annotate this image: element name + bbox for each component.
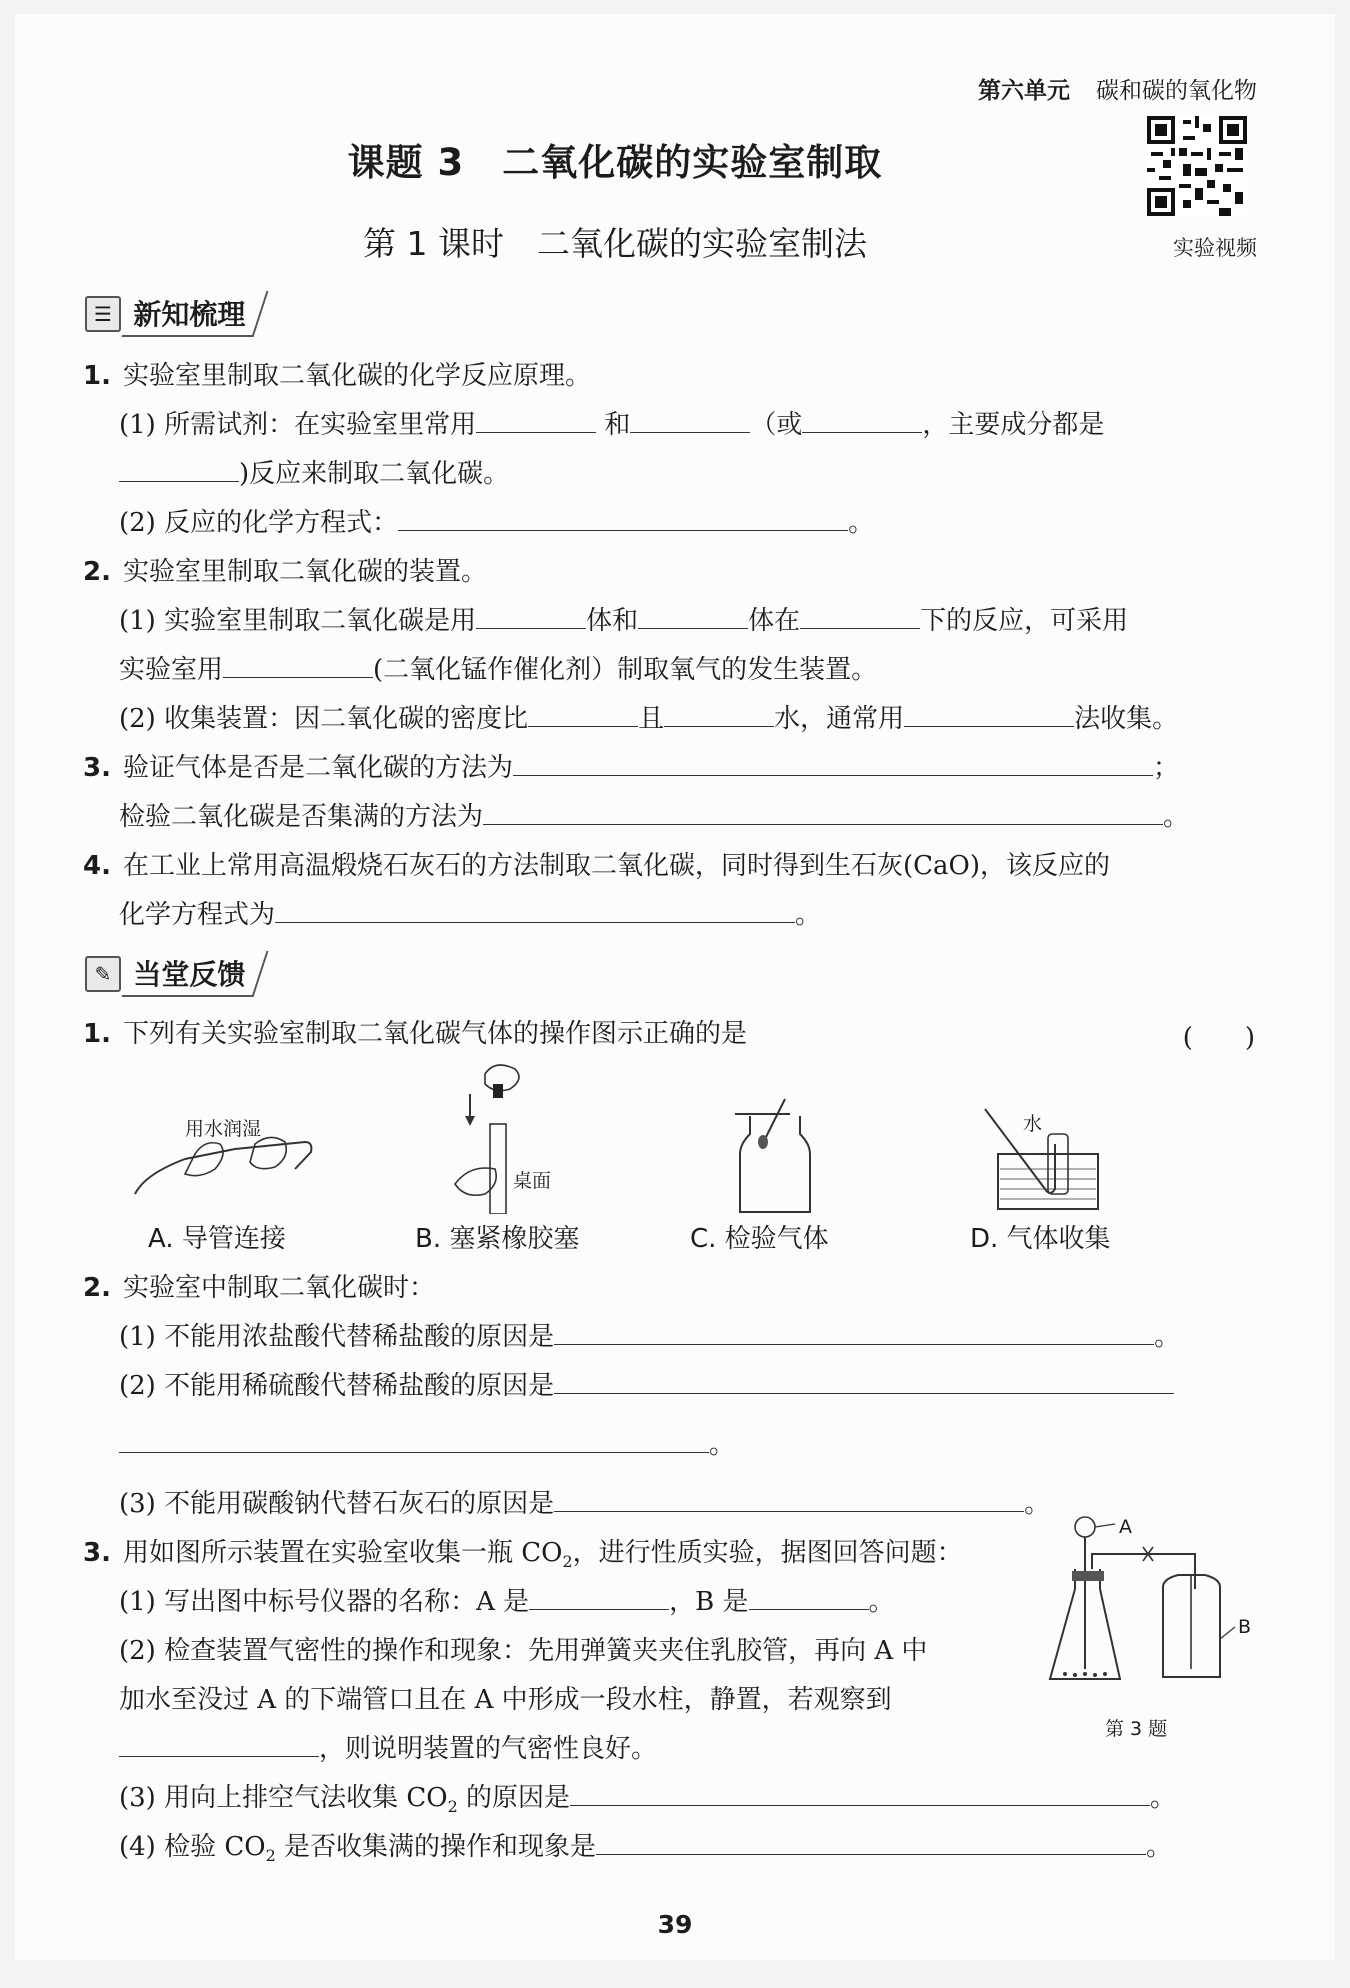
s2-q2: 2. 实验室中制取二氧化碳时： — [83, 1273, 435, 1303]
s1-q2: 2. 实验室里制取二氧化碳的装置。 — [83, 557, 487, 587]
option-b[interactable]: B. 塞紧橡胶塞 — [415, 1224, 580, 1254]
fig3-label-a: A — [1119, 1516, 1132, 1538]
figure-d-water-collection — [980, 1104, 1120, 1214]
answer-blank[interactable] — [119, 457, 239, 482]
s1-q2-1: (1) 实验室里制取二氧化碳是用 体和 体在 下的反应，可采用 — [119, 606, 1129, 636]
s2-q3-2-cont: 加水至没过 A 的下端管口且在 A 中形成一段水柱，静置，若观察到 — [119, 1685, 892, 1715]
s2-q2-2-cont: 。 — [119, 1428, 735, 1462]
qr-code[interactable] — [1147, 116, 1247, 216]
choice-parentheses[interactable]: ( ) — [1182, 1023, 1255, 1053]
answer-blank[interactable] — [476, 408, 596, 433]
option-c[interactable]: C. 检验气体 — [690, 1224, 829, 1254]
section-new-knowledge — [85, 294, 261, 334]
answer-blank[interactable] — [596, 1830, 1146, 1855]
s2-q3-3: (3) 用向上排空气法收集 $CO_2$ 的原因是 。 — [119, 1783, 1177, 1817]
answer-blank[interactable] — [483, 800, 1163, 825]
figure-q3-apparatus — [1045, 1509, 1255, 1709]
answer-blank[interactable] — [529, 1585, 669, 1610]
s1-q2-2: (2) 收集装置：因二氧化碳的密度比 且 水，通常用 法收集。 — [119, 704, 1179, 734]
lesson-subtitle: 第 1 课时 二氧化碳的实验室制法 — [363, 224, 867, 263]
s2-q2-3: (3) 不能用碳酸钠代替石灰石的原因是 。 — [119, 1489, 1051, 1519]
answer-blank[interactable] — [554, 1487, 1024, 1512]
fig-label-water: 用水润湿 — [185, 1118, 262, 1140]
s2-q3: 3. 用如图所示装置在实验室收集一瓶 $CO_2$，进行性质实验，据图回答问题： — [83, 1538, 963, 1572]
s1-q2-1-cont: 实验室用 (二氧化锰作催化剂）制取氧气的发生装置。 — [119, 655, 878, 685]
answer-blank[interactable] — [119, 1732, 319, 1757]
s2-q3-2-cont2: ，则说明装置的气密性良好。 — [119, 1732, 657, 1766]
option-d[interactable]: D. 气体收集 — [970, 1224, 1111, 1254]
answer-blank[interactable] — [749, 1585, 869, 1610]
answer-blank[interactable] — [664, 702, 774, 727]
answer-blank[interactable] — [513, 751, 1153, 776]
answer-blank[interactable] — [554, 1369, 1174, 1394]
fig-label-water-d: 水 — [1023, 1113, 1043, 1135]
fig3-caption: 第 3 题 — [1105, 1718, 1168, 1740]
s2-q1: 1. 下列有关实验室制取二氧化碳气体的操作图示正确的是 — [83, 1019, 747, 1049]
answer-blank[interactable] — [630, 408, 750, 433]
answer-blank[interactable] — [119, 1428, 709, 1453]
s1-q1-2: (2) 反应的化学方程式： 。 — [119, 508, 875, 538]
s1-q3-b: 检验二氧化碳是否集满的方法为 。 — [119, 802, 1190, 832]
answer-blank[interactable] — [570, 1781, 1150, 1806]
answer-blank[interactable] — [223, 653, 373, 678]
answer-blank[interactable] — [554, 1320, 1154, 1345]
section-tag-label: 新知梳理 — [133, 298, 246, 331]
answer-blank[interactable] — [800, 604, 920, 629]
workbook-page — [15, 14, 1335, 1960]
answer-blank[interactable] — [904, 702, 1074, 727]
s2-q2-1: (1) 不能用浓盐酸代替稀盐酸的原因是 。 — [119, 1322, 1181, 1352]
s1-q1-1-cont: )反应来制取二氧化碳。 — [119, 457, 509, 491]
qr-label: 实验视频 — [1173, 236, 1257, 260]
fig3-label-b: B — [1238, 1616, 1252, 1638]
s2-q2-2: (2) 不能用稀硫酸代替稀盐酸的原因是 — [119, 1369, 1174, 1403]
fig-label-desk: 桌面 — [513, 1170, 552, 1192]
topic-label: 碳和碳的氧化物 — [1096, 78, 1257, 104]
pencil-icon: ✎ — [85, 956, 121, 992]
s1-q1: 1. 实验室里制取二氧化碳的化学反应原理。 — [83, 361, 591, 391]
s1-q4-b: 化学方程式为 。 — [119, 900, 822, 930]
option-a[interactable]: A. 导管连接 — [148, 1224, 286, 1254]
s2-q3-1: (1) 写出图中标号仪器的名称：A 是 ，B 是 。 — [119, 1587, 895, 1617]
section-tag-label: 当堂反馈 — [133, 958, 246, 991]
section-classroom-feedback — [85, 954, 261, 994]
s1-q1-1: (1) 所需试剂：在实验室里常用 和 （或 ，主要成分都是 — [119, 410, 1105, 440]
book-icon: ☰ — [85, 296, 121, 332]
figure-a-tube-connection — [125, 1094, 325, 1204]
lesson-title: 课题 3 二氧化碳的实验室制取 — [347, 141, 883, 184]
s1-q4: 4. 在工业上常用高温煅烧石灰石的方法制取二氧化碳，同时得到生石灰(CaO)，该反应的 — [83, 851, 1110, 881]
s2-q3-2: (2) 检查装置气密性的操作和现象：先用弹簧夹夹住乳胶管，再向 A 中 — [119, 1636, 928, 1666]
running-header — [978, 72, 1257, 105]
answer-blank[interactable] — [638, 604, 748, 629]
answer-blank[interactable] — [398, 506, 848, 531]
s2-q3-4: (4) 检验 $CO_2$ 是否收集满的操作和现象是 。 — [119, 1832, 1173, 1866]
answer-blank[interactable] — [528, 702, 638, 727]
answer-blank[interactable] — [275, 898, 795, 923]
s1-q3: 3. 验证气体是否是二氧化碳的方法为 ； — [83, 753, 1179, 783]
unit-label: 第六单元 — [978, 78, 1070, 104]
page-number: 39 — [657, 1910, 693, 1939]
answer-blank[interactable] — [476, 604, 586, 629]
figure-c-bottle — [730, 1094, 840, 1214]
answer-blank[interactable] — [802, 408, 922, 433]
